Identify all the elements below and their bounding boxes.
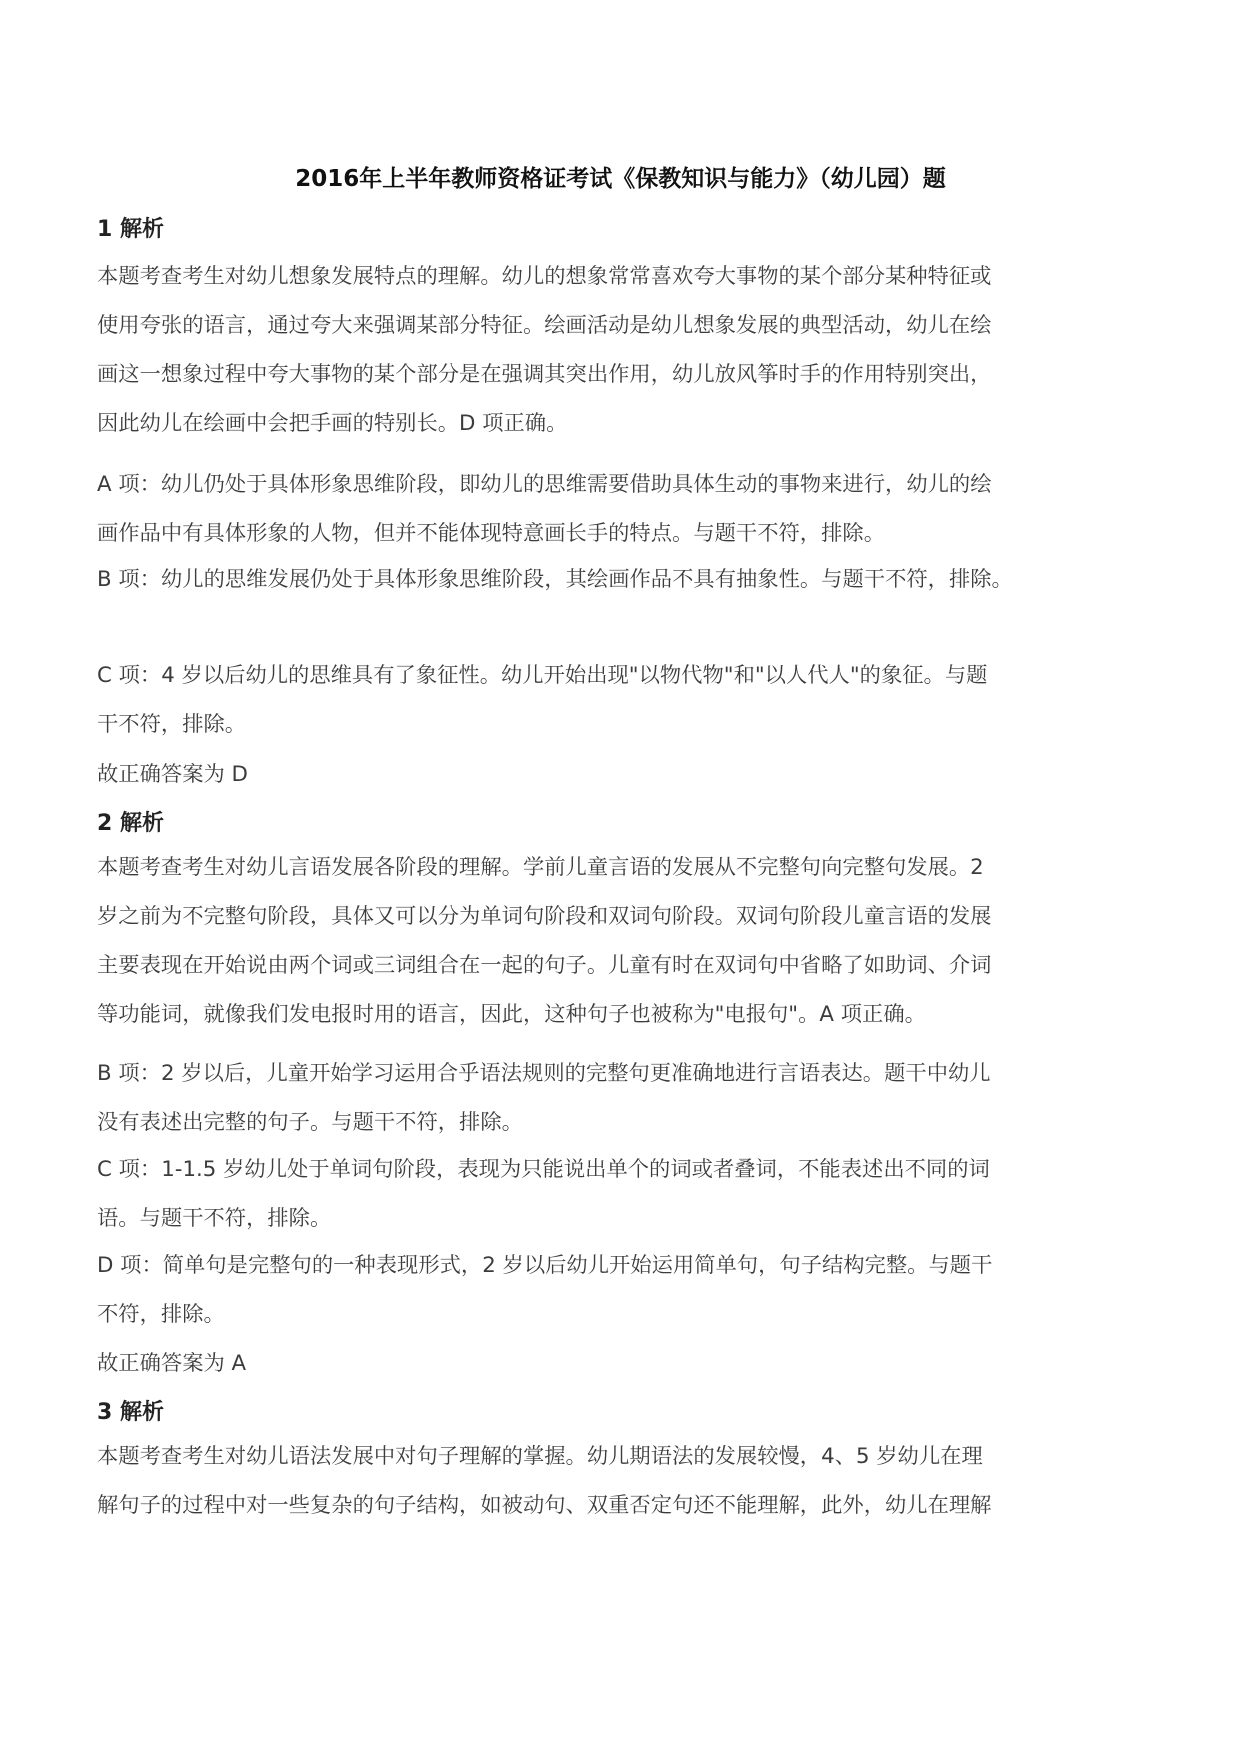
section-2-paragraph-intro [97, 843, 1157, 1039]
section-2-option-c [97, 1145, 1157, 1243]
paragraph-line: 画作品中有具体形象的人物，但并不能体现特意画长手的特点。与题干不符，排除。 [97, 521, 885, 546]
paragraph-line: 等功能词，就像我们发电报时用的语言，因此，这种句子也被称为"电报句"。A 项正确。 [97, 1002, 926, 1027]
paragraph-line: 画这一想象过程中夸大事物的某个部分是在强调其突出作用，幼儿放风筝时手的作用特别突出， [97, 362, 992, 387]
document-title: 2016年上半年教师资格证考试《保教知识与能力》（幼儿园）题 [295, 166, 946, 192]
paragraph-line: 本题考查考生对幼儿想象发展特点的理解。幼儿的想象常常喜欢夸大事物的某个部分某种特征或 [97, 264, 992, 289]
section-heading-3: 3 解析 [97, 1400, 164, 1425]
paragraph-line: 不符，排除。 [97, 1302, 225, 1327]
paragraph-line: C 项：4 岁以后幼儿的思维具有了象征性。幼儿开始出现"以物代物"和"以人代人"的象征。与题 [97, 663, 988, 688]
paragraph-line: C 项：1-1.5 岁幼儿处于单词句阶段，表现为只能说出单个的词或者叠词，不能表述出不同的词 [97, 1157, 990, 1182]
section-2-option-d [97, 1241, 1157, 1339]
section-1-answer: 故正确答案为 D [97, 762, 248, 787]
section-2-option-b [97, 1049, 1157, 1147]
section-2-answer: 故正确答案为 A [97, 1351, 247, 1376]
paragraph-line: 岁之前为不完整句阶段，具体又可以分为单词句阶段和双词句阶段。双词句阶段儿童言语的发展 [97, 904, 992, 929]
paragraph-line: 本题考查考生对幼儿语法发展中对句子理解的掌握。幼儿期语法的发展较慢，4、5 岁幼儿在理 [97, 1444, 983, 1469]
paragraph-line: A 项：幼儿仍处于具体形象思维阶段，即幼儿的思维需要借助具体生动的事物来进行，幼儿的绘 [97, 472, 992, 497]
section-1-paragraph-intro [97, 252, 1157, 448]
section-3-paragraph-intro [97, 1432, 1157, 1530]
paragraph-line: 干不符，排除。 [97, 712, 247, 737]
section-heading-1: 1 解析 [97, 217, 164, 242]
paragraph-line: 因此幼儿在绘画中会把手画的特别长。D 项正确。 [97, 411, 568, 436]
paragraph-line: D 项：简单句是完整句的一种表现形式，2 岁以后幼儿开始运用简单句，句子结构完整。与题干 [97, 1253, 993, 1278]
section-1-option-b [97, 555, 1157, 604]
paragraph-line: 解句子的过程中对一些复杂的句子结构，如被动句、双重否定句还不能理解，此外，幼儿在理解 [97, 1493, 992, 1518]
paragraph-line: B 项：2 岁以后，儿童开始学习运用合乎语法规则的完整句更准确地进行言语表达。题干中幼儿 [97, 1061, 991, 1086]
section-heading-2: 2 解析 [97, 811, 164, 836]
paragraph-line: 语。与题干不符，排除。 [97, 1206, 332, 1231]
paragraph-line: 没有表述出完整的句子。与题干不符，排除。 [97, 1110, 523, 1135]
paragraph-line: 使用夸张的语言，通过夸大来强调某部分特征。绘画活动是幼儿想象发展的典型活动，幼儿在绘 [97, 313, 992, 338]
paragraph-line: 本题考查考生对幼儿言语发展各阶段的理解。学前儿童言语的发展从不完整句向完整句发展。2 [97, 855, 984, 880]
paragraph-line: B 项：幼儿的思维发展仍处于具体形象思维阶段，其绘画作品不具有抽象性。与题干不符，排除。 [97, 567, 1013, 592]
section-1-option-c [97, 651, 1157, 749]
paragraph-line: 主要表现在开始说由两个词或三词组合在一起的句子。儿童有时在双词句中省略了如助词、介词 [97, 953, 992, 978]
section-1-option-a [97, 460, 1157, 558]
